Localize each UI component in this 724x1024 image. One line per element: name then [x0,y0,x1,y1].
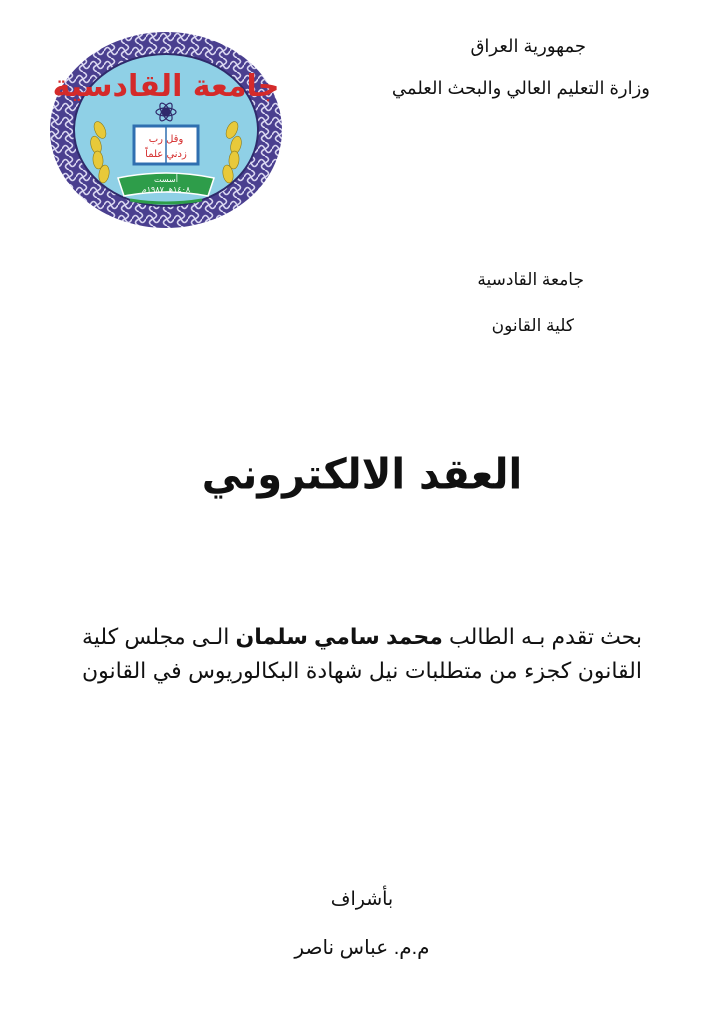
country-heading: جمهورية العراق [470,36,586,56]
ministry-heading: وزارة التعليم العالي والبحث العلمي [391,78,650,98]
college-name: كلية القانون [491,316,574,335]
svg-text:جامعة القادسية: جامعة القادسية [52,69,280,104]
svg-text:١٤٠٨هـ ١٩٨٧م: ١٤٠٨هـ ١٩٨٧م [141,185,191,194]
statement-rest: الـى مجلس كلية القانون كجزء من متطلبات نيل شهادة البكالوريوس في القانون [82,624,642,683]
svg-text:زدني علماً: زدني علماً [145,149,187,160]
university-name: جامعة القادسية [477,270,584,289]
supervision-label: بأشراف [330,889,394,910]
submission-statement [82,620,642,688]
supervisor-name: م.م. عباس ناصر [294,937,430,959]
university-logo [48,30,284,230]
statement-intro: بحث تقدم بـه الطالب [449,624,642,649]
student-name: محمد سامي سلمان [235,624,443,649]
svg-text:أسست: أسست [154,175,178,184]
logo-emblem-icon [48,30,284,230]
document-title: العقد الالكتروني [201,450,523,500]
svg-text:وقل رب: وقل رب [148,134,184,145]
